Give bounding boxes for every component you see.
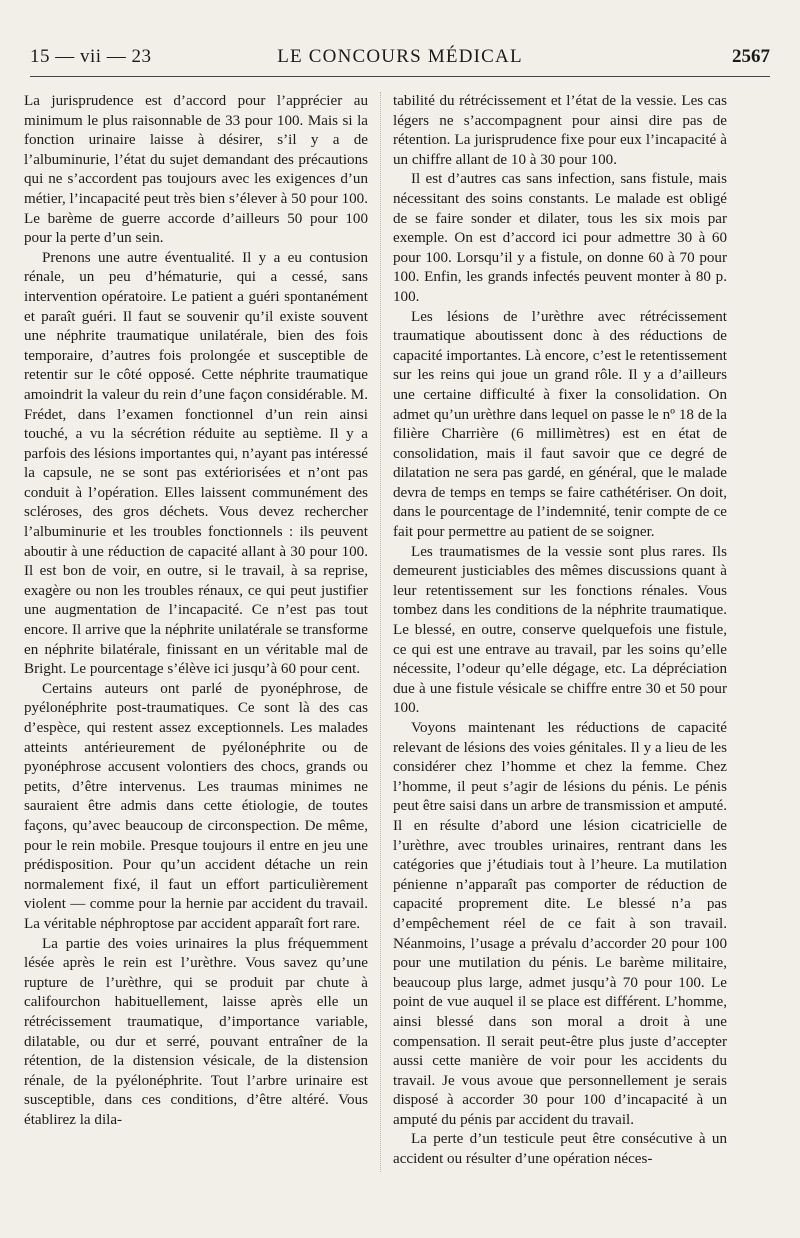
header-rule <box>30 76 770 77</box>
column-divider <box>380 92 381 1172</box>
paragraph: La jurisprudence est d’accord pour l’apprécier au minimum le plus raisonnable de 33 pour 100. Mais si la fonction urinaire laisse à désirer, s’il y a de l’albuminurie, l’état du sujet demandant des précautions qui ne s’accordent pas toujours avec les exigences d’un métier, l’incapacité peut très bien s’élever à 50 pour 100. Le barème de guerre accorde d’ailleurs 50 pour 100 pour la perte d’un sein. <box>24 93 368 247</box>
paragraph: La partie des voies urinaires la plus fréquemment lésée après le rein est l’urèthre. Vous savez qu’une rupture de l’urèthre, qui se produit par chute à califourchon habituellement, laisse après elle un rétrécissement traumatique, d’importance variable, dilatable, ou dur et serré, pouvant entraîner de la rétention, de la distension vésicale, de la distension rénale, de la pyélonéphrite. Tout l’arbre urinaire est susceptible, dans ces conditions, d’être altéré. Vous établirez la dila- <box>24 935 368 1128</box>
right-column <box>393 92 727 1170</box>
paragraph: Les traumatismes de la vessie sont plus rares. Ils demeurent justiciables des mêmes discussions quant à leur retentissement sur les fonctions rénales. Vous tombez dans les conditions de la néphrite traumatique. Le blessé, en outre, conserve quelquefois une fistule, ce qui est une entrave au travail, par les soins qu’elle nécessite, l’odeur qu’elle dégage, etc. La dépréciation due à une fistule vésicale se chiffre entre 30 et 50 pour 100. <box>393 543 727 717</box>
running-header <box>30 42 770 76</box>
paragraph: Les lésions de l’urèthre avec rétrécissement traumatique aboutissent donc à des réductions de capacité importantes. Là encore, c’est le retentissement sur les reins qui joue un grand rôle. Il y a d’ailleurs une certaine difficulté à fixer la consolidation. On admet qu’un urèthre dans lequel on passe le nº 18 de la filière Charrière (6 millimètres) est en état de consolidation, mais il faut savoir que ce degré de dilatation ne sera pas gardé, en général, que le malade devra de temps en temps se faire cathétériser. On doit, dans le pourcentage de l’indemnité, tenir compte de ce fait pour permettre au patient de se soigner. <box>393 308 727 541</box>
header-date: 15 — vii — 23 <box>30 46 152 67</box>
left-column <box>24 92 368 1130</box>
page-number: 2567 <box>732 46 770 67</box>
paragraph: Il est d’autres cas sans infection, sans fistule, mais nécessitant des soins constants. Le malade est obligé de se faire sonder et dilater, tous les six mois par exemple. On est d’accord ici pour admettre 30 à 60 pour 100. Lorsqu’il y a fistule, on donne 60 à 70 pour 100. Enfin, les grands infectés peuvent monter à 80 p. 100. <box>393 171 727 305</box>
paragraph: La perte d’un testicule peut être consécutive à un accident ou résulter d’une opération néces- <box>393 1131 727 1168</box>
paragraph: Prenons une autre éventualité. Il y a eu contusion rénale, un peu d’hématurie, qui a cessé, sans intervention opératoire. Le patient a guéri spontanément et paraît guéri. Il faut se souvenir qu’il existe souvent une néphrite traumatique unilatérale, bien des fois temporaire, d’autres fois prolongée et susceptible de retentir sur le côté opposé. Cette néphrite traumatique amoindrit la valeur du rein d’une façon considérable. M. Frédet, dans l’examen fonctionnel d’un rein ainsi touché, a vu la sécrétion réduite au septième. Il y a parfois des lésions importantes qui, n’ayant pas intéressé la capsule, ne se sont pas extériorisées et n’ont pas conduit à l’opération. Elles laissent communément des scléroses, des gros déchets. Vous devez rechercher l’albuminurie et les troubles fonctionnels : ils peuvent aboutir à une réduction de capacité allant à 30 pour 100. Il est bon de voir, en outre, si le travail, à sa reprise, exagère ou non les troubles rénaux, ce qui peut justifier une augmentation de l’incapacité. Ce n’est pas tout encore. Il arrive que la néphrite unilatérale se transforme en néphrite bilatérale, finissant en un véritable mal de Bright. Le pourcentage s’élève ici jusqu’à 60 pour cent. <box>24 249 368 678</box>
paragraph: Voyons maintenant les réductions de capacité relevant de lésions des voies génitales. Il y a lieu de les considérer chez l’homme et chez la femme. Chez l’homme, il peut s’agir de lésions du pénis. Le pénis peut être saisi dans un arbre de transmission et amputé. Il en résulte d’abord une lésion cicatricielle de l’urèthre, avec troubles urinaires, rentrant dans les catégories que j’étudiais tout à l’heure. La mutilation pénienne n’apparaît pas comporter de réduction de capacité proprement dite. Le blessé n’a pas d’empêchement réel de ce fait à son travail. Néanmoins, l’usage a prévalu d’accorder 20 pour 100 pour une mutilation du pénis. Le barème militaire, beaucoup plus large, admet jusqu’à 70 pour 100. Le point de vue auquel il se place est différent. L’homme, ainsi blessé dans son moral a droit à une compensation. Il serait peut-être plus juste d’accepter aussi cette manière de voir pour les accidents du travail. Je vous avoue que personnellement je serais disposé à accorder 30 pour 100 d’incapacité à un amputé du pénis par accident du travail. <box>393 720 727 1128</box>
journal-title: LE CONCOURS MÉDICAL <box>277 46 523 67</box>
paragraph: Certains auteurs ont parlé de pyonéphrose, de pyélonéphrite post-traumatiques. Ce sont là des cas d’espèce, qui restent assez exceptionnels. Les malades atteints antérieurement de pyélonéphrite ou de pyonéphrose accusent volontiers des chocs, grands ou petits, d’être intervenus. Les traumas minimes ne sauraient être admis dans cette étiologie, de toutes façons, qu’avec beaucoup de circonspection. De même, pour le rein mobile. Presque toujours il entre en jeu une prédisposition. Pour qu’un accident détache un rein normalement fixé, il faut un effort particulièrement violent — comme pour la hernie par accident du travail. La véritable néphroptose par accident apparaît fort rare. <box>24 680 368 932</box>
paragraph: tabilité du rétrécissement et l’état de la vessie. Les cas légers ne s’accompagnent pour ainsi dire pas de rétention. La jurisprudence fixe pour eux l’incapacité à un chiffre allant de 10 à 30 pour 100. <box>393 93 727 168</box>
